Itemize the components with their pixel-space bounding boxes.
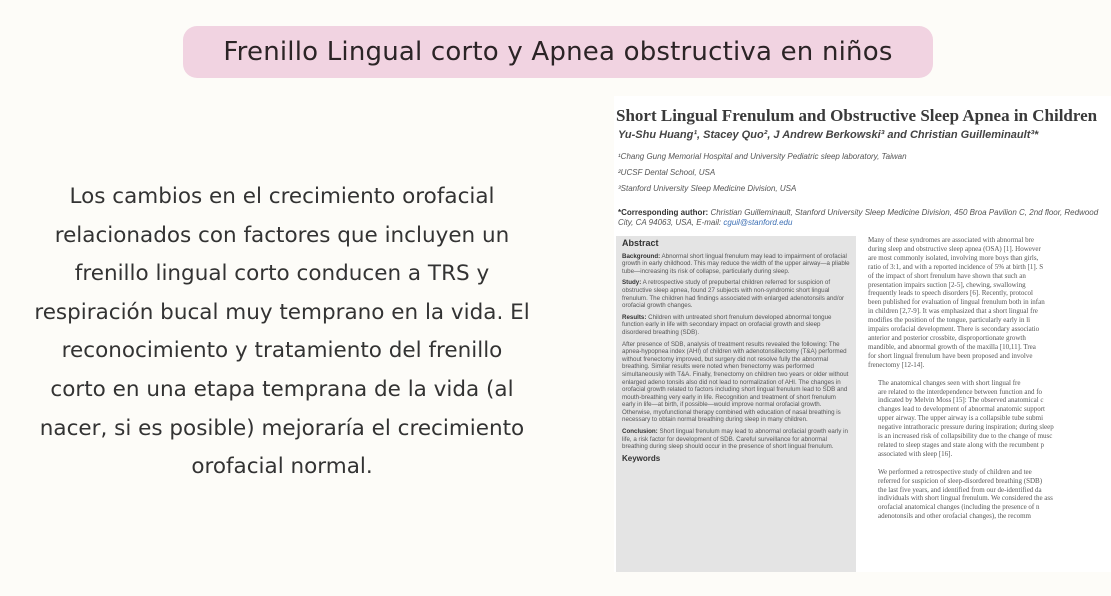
summary-text xyxy=(4,178,560,487)
paper-title: Short Lingual Frenulum and Obstructive Sleep Apnea in Children xyxy=(616,106,1098,125)
corresponding-author xyxy=(618,208,1108,228)
abstract-background: Background: Abnormal short lingual frenulum may lead to impairment of orofacial growth in early childhood. This may reduce the width of the upper airway—a pliable tube—increasing its risk of collapse, particularly during sleep. xyxy=(622,252,850,275)
abstract-results: Results: Children with untreated short frenulum developed abnormal tongue function early in life with secondary impact on orofacial growth and sleep disordered breathing (SDB). xyxy=(622,313,832,336)
abstract-conclusion: Conclusion: Short lingual frenulum may lead to abnormal orofacial growth early in life, a risk factor for development of SDB. Careful surveillance for abnormal breathing during sleep should occur in the presence of short lingual frenulum. xyxy=(622,428,848,451)
abstract-box xyxy=(616,236,856,572)
summary-line: frenillo lingual corto conducen a TRS y xyxy=(74,261,490,287)
paper-authors: Yu-Shu Huang¹, Stacey Quo², J Andrew Berkowski³ and Christian Guilleminault³* xyxy=(618,129,1039,141)
summary-line: Los cambios en el crecimiento orofacial xyxy=(69,184,495,209)
paper-affiliation: ²UCSF Dental School, USA xyxy=(618,168,716,177)
summary-line: nacer, si es posible) mejoraría el crecimiento xyxy=(39,415,525,441)
summary-line: relacionados con factores que incluyen un xyxy=(54,222,510,248)
corresponding-label: *Corresponding author: xyxy=(618,208,709,217)
paragraph-1: Many of these syndromes are associated with abnormal bre during sleep and obstructive sleep apnea (OSA) [1]. However are most commonly isolated, involving more boys than girls, ratio of 3:1, and with a reported incidence of 5% at birth [1]. S of the impact of short frenulum have shown that such an presentation impairs suction [2-5], chewing, swallowing frequently leads to speech disorders [6]. Recently, protocol been published for evaluation of lingual frenulum both in infan in children [2,7-9]. It was emphasized that a short lingual fre modifies the position of the tongue, particularly early in li impairs orofacial development. There is secondary associatio anterior and posterior crossbite, disproportionate growth mandible, and abnormal growth of the maxilla [10,11]. Trea for short lingual frenulum have been proposed and involve frenectomy [12-14]. xyxy=(868,236,1045,369)
paper-excerpt-image xyxy=(614,96,1111,572)
corresponding-text: Christian Guilleminault, Stanford University Sleep Medicine Division, 450 Broa Pavilion C, 2nd floor, Redwood City, CA 94063, USA, E-mail: xyxy=(618,208,1099,227)
summary-line: respiración bucal muy temprano en la vida. El xyxy=(34,299,530,325)
summary-line: reconocimiento y tratamiento del frenillo xyxy=(61,338,503,364)
page-title: Frenillo Lingual corto y Apnea obstructiva en niños xyxy=(223,37,893,67)
abstract-study: Study: A retrospective study of prepubertal children referred for suspicion of obstructive sleep apnea, found 27 subjects with non-syndromic short lingual frenulum. The children had findings associated with enlarged adenotonsils and/or orofacial growth changes. xyxy=(622,279,845,310)
abstract-keywords: Keywords xyxy=(622,453,661,463)
paragraph-3: We performed a retrospective study of children and tee referred for suspicion of sleep-disordered breathing (SDB) the last five years, and identified from our de-identified da individuals with short lingual frenulum. We considered the ass orofacial anatomical changes (including the presence of n adenotonsils and other orofacial changes), the recomm xyxy=(878,467,1053,521)
abstract-heading: Abstract xyxy=(622,238,659,248)
summary-line: orofacial normal. xyxy=(191,454,373,480)
paragraph-2: The anatomical changes seen with short lingual fre are related to the interdependence between function and fo indicated by Melvin Moss [15]: The observed anatomical c changes lead to development of abnormal anatomic support upper airway. The upper airway is a collapsible tube submi negative intrathoracic pressure during inspiration; during sleep is an increased risk of collapsibility due to the change of musc related to sleep stages and state along with the recumbent p associated with sleep [16]. xyxy=(878,378,1054,458)
paper-right-column xyxy=(868,236,1111,572)
paper-affiliation: ¹Chang Gung Memorial Hospital and University Pediatric sleep laboratory, Taiwan xyxy=(618,152,907,161)
corresponding-email: cguil@stanford.edu xyxy=(723,218,793,227)
abstract-after: After presence of SDB, analysis of treatment results revealed the following: The apnea-hypopnea index (AHI) of children with adenotonsillectomy (T&A) performed without frenectomy improved, but surgery did not resolve fully the abnormal breathing. Similar results were noted when frenectomy was performed simultaneously with T&A. Finally, frenectomy on children two years or older without enlarged adeno tonsils also did not lead to normalization of AHI. The changes in orofacial growth related to factors including short lingual frenulum lead to SDB and mouth-breathing very early in life. Recognition and treatment of short frenulum early in life—at birth, if possible—would improve normal orofacial growth. Otherwise, myofunctional therapy combined with education of nasal breathing is necessary to obtain normal breathing during sleep in many children. xyxy=(622,340,849,424)
paper-affiliation: ³Stanford University Sleep Medicine Division, USA xyxy=(618,184,797,193)
summary-line: corto en una etapa temprana de la vida (al xyxy=(50,376,514,402)
title-banner xyxy=(183,26,933,78)
